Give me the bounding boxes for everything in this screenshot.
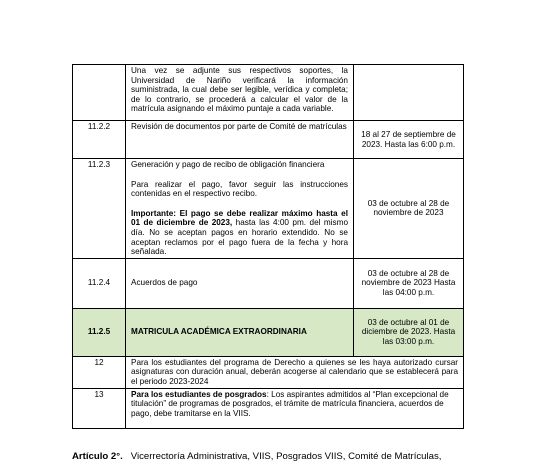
row-number: 11.2.5 bbox=[73, 308, 126, 356]
article-2 bbox=[72, 451, 464, 463]
row-description: Acuerdos de pago bbox=[126, 258, 354, 308]
row-number: 11.2.4 bbox=[73, 258, 126, 308]
row-date bbox=[354, 65, 464, 121]
row-date: 03 de octubre al 01 de diciembre de 2023. Hasta las 03:00 p.m. bbox=[354, 308, 464, 356]
row-number: 12 bbox=[73, 356, 126, 388]
table-row bbox=[73, 388, 464, 428]
row-description: MATRICULA ACADÉMICA EXTRAORDINARIA bbox=[126, 308, 354, 356]
row-number bbox=[73, 65, 126, 121]
row-description: Para los estudiantes del programa de Derecho a quienes se les haya autorizado cursar asignaturas con duración anual, deberán acogerse al calendario que se establecerá para el periodo 2023-2024 bbox=[126, 356, 464, 388]
row-paragraph: Para realizar el pago, favor seguir las instrucciones contenidas en el respectivo recibo. bbox=[131, 179, 348, 199]
row-heading: Para los estudiantes de posgrados bbox=[131, 389, 267, 399]
calendar-table bbox=[72, 64, 464, 429]
row-description bbox=[126, 159, 354, 259]
row-paragraph bbox=[131, 209, 348, 257]
table-row bbox=[73, 356, 464, 388]
note-text: hasta las 4:00 pm. del mismo día. No se aceptan pagos en horario extendido. No se aceptan reclamos por el pago fuera de la fecha y hora señalada. bbox=[131, 218, 348, 257]
table-row bbox=[73, 65, 464, 121]
important-note: Importante: El pago se debe realizar máximo hasta el 01 de diciembre de 2023, bbox=[131, 208, 348, 228]
article-text: Vicerrectoría Administrativa, VIIS, Posgrados VIIS, Comité de Matrículas, bbox=[130, 451, 442, 462]
table-row bbox=[73, 159, 464, 259]
row-date: 18 al 27 de septiembre de 2023. Hasta las 6:00 p.m. bbox=[354, 121, 464, 159]
article-label: Artículo 2°. bbox=[72, 451, 123, 462]
row-description: Revisión de documentos por parte de Comité de matrículas bbox=[126, 121, 354, 159]
row-date: 03 de octubre al 28 de noviembre de 2023 Hasta las 04:00 p.m. bbox=[354, 258, 464, 308]
row-number: 13 bbox=[73, 388, 126, 428]
table-row bbox=[73, 308, 464, 356]
row-title: Generación y pago de recibo de obligación financiera bbox=[131, 160, 325, 169]
row-description: Una vez se adjunte sus respectivos soportes, la Universidad de Nariño verificará la información suministrada, la cual debe ser legible, verídica y completa; de lo contrario, se procederá a calcular el valor de la matrícula asignando el máximo puntaje a cada variable. bbox=[126, 65, 354, 121]
row-text: : Los aspirantes admitidos al “Plan excepcional de titulación” de programas de posgrados, el trámite de matrícula financiera, acuerdos de pago, debe tramitarse en la VIIS. bbox=[131, 389, 449, 418]
table-row bbox=[73, 258, 464, 308]
row-number: 11.2.2 bbox=[73, 121, 126, 159]
row-description bbox=[126, 388, 464, 428]
table-row bbox=[73, 121, 464, 159]
row-date: 03 de octubre al 28 de noviembre de 2023 bbox=[354, 159, 464, 259]
row-number: 11.2.3 bbox=[73, 159, 126, 259]
